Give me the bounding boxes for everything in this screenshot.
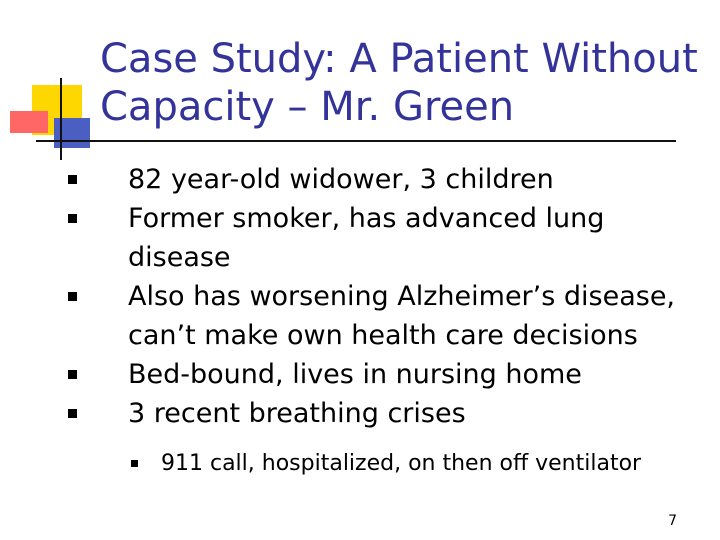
square-bullet-icon xyxy=(68,175,77,184)
bullet-item xyxy=(68,277,708,355)
sub-bullet-text: 911 call, hospitalized, on then off ventilator xyxy=(161,451,642,476)
bullet-item xyxy=(68,355,708,394)
bullet-text: Also has worsening Alzheimer’s disease, xyxy=(128,281,676,312)
title-underline xyxy=(36,140,676,142)
slide-title-line-1: Case Study: A Patient Without xyxy=(100,36,698,82)
bullet-text-continued: can’t make own health care decisions xyxy=(128,320,638,351)
decorative-red-rectangle xyxy=(10,111,48,133)
slide-title xyxy=(100,35,700,131)
bullet-text: 3 recent breathing crises xyxy=(128,398,466,429)
page-number: 7 xyxy=(668,513,677,529)
slide-title-line-2: Capacity – Mr. Green xyxy=(100,84,515,130)
bullet-item xyxy=(68,160,708,199)
bullet-text: Former smoker, has advanced lung xyxy=(128,203,605,234)
bullet-item xyxy=(68,394,708,433)
square-sub-bullet-icon xyxy=(131,460,138,467)
square-bullet-icon xyxy=(68,214,77,223)
bullet-list xyxy=(68,160,708,481)
square-bullet-icon xyxy=(68,409,77,418)
square-bullet-icon xyxy=(68,292,77,301)
square-bullet-icon xyxy=(68,370,77,379)
bullet-text: Bed-bound, lives in nursing home xyxy=(128,359,582,390)
bullet-item xyxy=(68,199,708,277)
sub-bullet-item xyxy=(68,447,708,481)
bullet-text-continued: disease xyxy=(128,242,231,273)
bullet-text: 82 year-old widower, 3 children xyxy=(128,164,554,195)
decorative-vertical-line xyxy=(60,78,62,160)
